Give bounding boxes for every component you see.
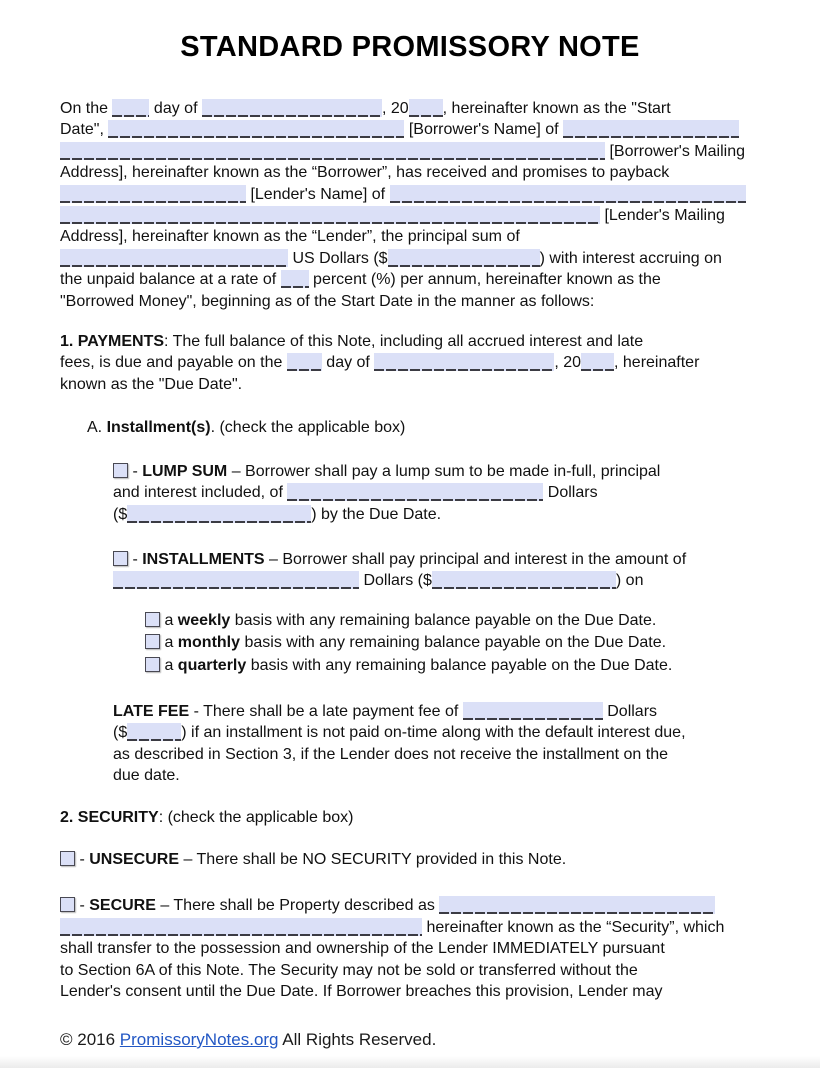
bold-text: INSTALLMENTS <box>142 550 265 568</box>
text-run: due date. <box>113 767 180 785</box>
text-run: - There shall be a late payment fee of <box>189 702 463 720</box>
text-run: Address], hereinafter known as the “Borrower”, has received and promises to payback <box>60 164 670 182</box>
text-run: A. <box>87 419 107 437</box>
text-run: a <box>160 634 178 652</box>
blank-field[interactable] <box>60 249 288 267</box>
checkbox[interactable] <box>113 551 128 566</box>
text-run: a <box>160 656 178 674</box>
intro-paragraph <box>60 98 772 312</box>
checkbox[interactable] <box>113 463 128 478</box>
blank-field[interactable] <box>463 702 603 720</box>
bold-text: LUMP SUM <box>142 462 228 480</box>
payments-section <box>60 331 772 395</box>
document-body <box>60 98 772 1002</box>
blank-field[interactable] <box>108 120 404 138</box>
quarterly-option <box>145 655 772 676</box>
text-run: basis with any remaining balance payable on the Due Date. <box>230 611 657 629</box>
bold-text: UNSECURE <box>89 850 180 868</box>
text-run: , 20 <box>381 100 409 117</box>
text-run: to Section 6A of this Note. The Security may not be sold or transferred without the <box>60 961 638 979</box>
checkbox[interactable] <box>145 634 160 649</box>
text-run: day of <box>321 354 375 372</box>
text-run: basis with any remaining balance payable on the Due Date. <box>240 634 667 652</box>
text-run: , hereinafter <box>614 354 700 372</box>
page-bottom-edge <box>0 1056 820 1068</box>
text-run: Dollars <box>543 484 598 502</box>
bold-text: weekly <box>177 611 231 629</box>
bold-text: 2. SECURITY <box>60 808 159 826</box>
text-run: – Borrower shall pay a lump sum to be made in-full, principal <box>227 462 661 480</box>
weekly-option <box>145 610 772 631</box>
text-run: hereinafter known as the “Security”, which <box>422 918 725 936</box>
text-run: ($ <box>113 505 128 523</box>
checkbox[interactable] <box>145 612 160 627</box>
blank-field[interactable] <box>60 185 246 203</box>
bold-text: quarterly <box>177 656 247 674</box>
blank-field[interactable] <box>439 896 715 914</box>
monthly-option <box>145 632 772 653</box>
text-run: shall transfer to the possession and ownership of the Lender IMMEDIATELY pursuant <box>60 940 665 958</box>
text-run: US Dollars ($ <box>288 249 388 267</box>
footer-link[interactable]: PromissoryNotes.org <box>119 1030 279 1049</box>
text-run: Lender's consent until the Due Date. If Borrower breaches this provision, Lender may <box>60 983 663 1000</box>
blank-field[interactable] <box>287 353 322 371</box>
text-run: [Borrower's Mailing <box>605 142 745 160</box>
blank-field[interactable] <box>390 185 746 203</box>
blank-field[interactable] <box>60 206 600 224</box>
blank-field[interactable] <box>287 483 543 501</box>
blank-field[interactable] <box>374 353 554 371</box>
lump-sum-option <box>113 461 772 525</box>
text-run: day of <box>149 100 202 117</box>
text-run: Date", <box>60 121 109 139</box>
text-run: On the <box>60 100 113 117</box>
text-run: fees, is due and payable on the <box>60 354 287 372</box>
checkbox[interactable] <box>60 851 75 866</box>
text-run: : (check the applicable box) <box>158 808 354 826</box>
text-run: - <box>75 850 90 868</box>
bold-text: 1. PAYMENTS <box>60 333 165 351</box>
blank-field[interactable] <box>60 142 605 160</box>
blank-field[interactable] <box>388 249 540 267</box>
blank-field[interactable] <box>202 99 382 117</box>
text-run: – Borrower shall pay principal and interest in the amount of <box>264 550 687 568</box>
footer <box>60 1030 436 1050</box>
text-run: , hereinafter known as the "Start <box>442 100 671 117</box>
text-run: a <box>160 611 178 629</box>
blank-field[interactable] <box>127 723 181 741</box>
unsecure-option <box>60 849 772 870</box>
blank-field[interactable] <box>409 99 443 117</box>
checkbox[interactable] <box>60 897 75 912</box>
secure-option <box>60 895 772 1002</box>
text-run: - <box>75 897 90 915</box>
text-run: - <box>128 462 143 480</box>
bold-text: monthly <box>177 634 241 652</box>
text-run: Dollars ($ <box>359 572 432 590</box>
text-run: and interest included, of <box>113 484 288 502</box>
document-title: STANDARD PROMISSORY NOTE <box>180 31 640 63</box>
text-run: the unpaid balance at a rate of <box>60 271 281 289</box>
text-run: ) on <box>615 572 644 590</box>
late-fee-paragraph <box>113 701 772 787</box>
bold-text: SECURE <box>89 897 156 915</box>
text-run: – There shall be NO SECURITY provided in this Note. <box>179 850 567 868</box>
text-run: known as the "Due Date". <box>60 375 243 393</box>
text-run: Dollars <box>602 702 658 720</box>
text-run: "Borrowed Money", beginning as of the Start Date in the manner as follows: <box>60 292 595 310</box>
text-run: percent (%) per annum, hereinafter known as the <box>308 271 661 289</box>
blank-field[interactable] <box>127 505 311 523</box>
text-run: . (check the applicable box) <box>210 419 406 437</box>
security-heading <box>60 807 772 828</box>
text-run: [Lender's Mailing <box>600 207 725 225</box>
installments-heading <box>87 417 772 438</box>
text-run: as described in Section 3, if the Lender does not receive the installment on the <box>113 745 669 763</box>
text-run: – There shall be Property described as <box>155 897 440 915</box>
text-run: basis with any remaining balance payable on the Due Date. <box>246 656 673 674</box>
text-run: , 20 <box>554 354 582 372</box>
text-run: ) with interest accruing on <box>539 249 722 267</box>
checkbox[interactable] <box>145 657 160 672</box>
bold-text: LATE FEE <box>113 702 190 720</box>
text-run: - <box>128 550 143 568</box>
text-run: Address], hereinafter known as the “Lender”, the principal sum of <box>60 228 520 246</box>
text-run: [Borrower's Name] of <box>404 121 564 139</box>
text-run: : The full balance of this Note, including all accrued interest and late <box>164 333 644 351</box>
text-run: ) if an installment is not paid on-time along with the default interest due, <box>181 724 686 742</box>
blank-field[interactable] <box>112 99 149 117</box>
blank-field[interactable] <box>563 120 739 138</box>
blank-field[interactable] <box>432 571 616 589</box>
blank-field[interactable] <box>113 571 359 589</box>
blank-field[interactable] <box>581 353 614 371</box>
text-run: [Lender's Name] of <box>246 185 390 203</box>
bold-text: Installment(s) <box>106 419 211 437</box>
footer-rights-text: All Rights Reserved. <box>278 1030 437 1049</box>
blank-field[interactable] <box>281 270 309 288</box>
text-run: ) by the Due Date. <box>311 505 442 523</box>
installments-option <box>113 549 772 592</box>
blank-field[interactable] <box>60 918 422 936</box>
text-run: ($ <box>113 724 128 742</box>
footer-copyright-text: © 2016 <box>60 1030 120 1049</box>
